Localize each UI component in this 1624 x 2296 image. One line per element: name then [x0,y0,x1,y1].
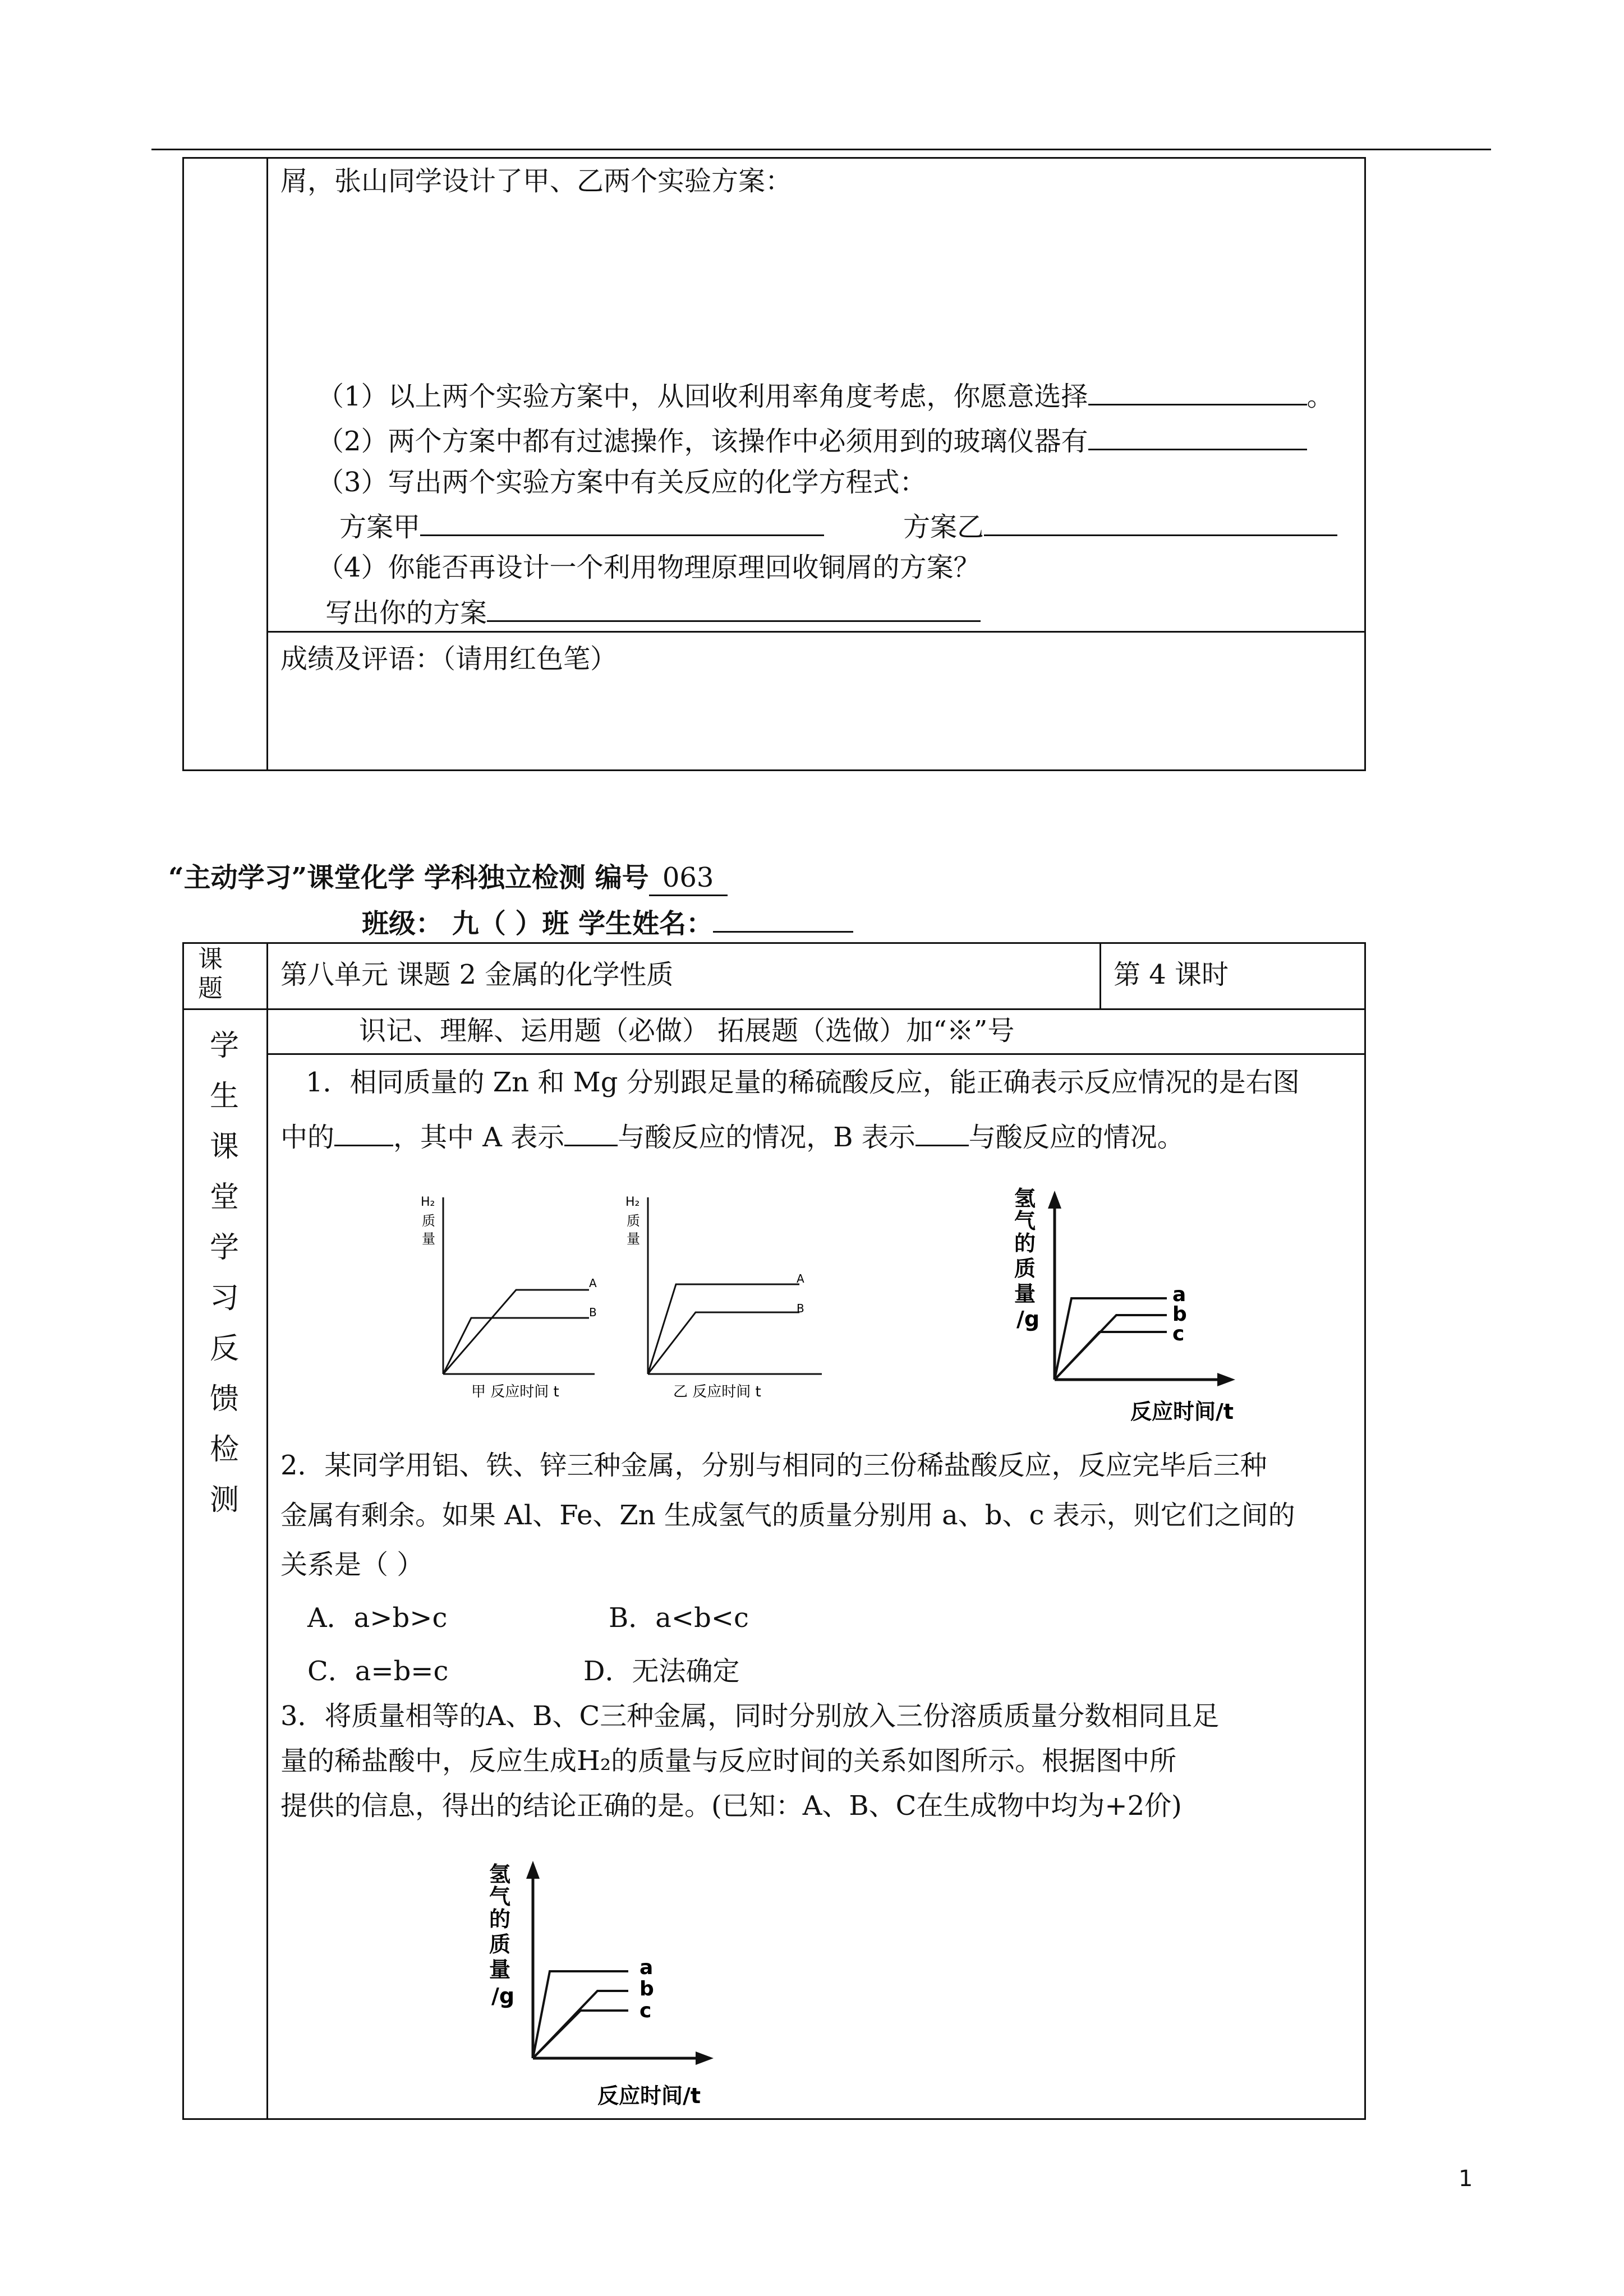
plan-b-blank[interactable] [984,508,1337,536]
graph-jia-y-label: H₂ [421,1195,435,1209]
graph-yi-y-label: 质 [627,1213,640,1229]
side-char: 习 [209,1281,239,1315]
graph-jia-line-b [443,1318,589,1374]
topic-label: 课题 [198,945,223,1003]
graph-abc-1-y-label: 量 [1014,1281,1036,1306]
side-char: 课 [209,1130,239,1164]
top-table-row-divider [266,631,1366,633]
plan-a-label: 方案甲 [339,511,421,543]
graph-abc-2-y-label: 量 [489,1957,511,1982]
top-q4: （4）你能否再设计一个利用物理原理回收铜屑的方案？ [317,552,981,583]
graph-abc-1-line-c [1055,1332,1167,1380]
top-q4-write [325,593,981,630]
top-q3: （3）写出两个实验方案中有关反应的化学方程式： [317,467,927,498]
y-arrow-icon [1048,1191,1061,1209]
plan-a-blank[interactable] [420,508,824,536]
q1-part-b: ，其中 A 表示 [393,1122,565,1153]
graph-abc-2-line-b [533,1991,628,2058]
graph-abc-2-line-c [533,2011,628,2058]
graph-jia [410,1186,606,1410]
student-name-blank[interactable] [713,904,853,933]
top-q2-text: （2）两个方案中都有过滤操作，该操作中必须用到的玻璃仪器有 [317,426,1088,457]
graph-abc-2-label-a: a [640,1956,654,1979]
q1-line2 [280,1118,1184,1154]
test-title-text: “主动学习”课堂化学 学科独立检测 编号 [168,862,649,893]
graph-abc-1-y-label: 氢 [1014,1186,1036,1211]
graph-abc-2-label-b: b [640,1977,654,2000]
graph-yi-line-b [648,1312,799,1374]
graph-abc-2-y-label: 质 [489,1932,511,1957]
main-table-row1-divider [182,1008,1366,1010]
topic-title: 第八单元 课题 2 金属的化学性质 [280,959,674,990]
graph-abc-1-y-label: 质 [1014,1256,1036,1281]
q2-option-b[interactable]: B．a<b<c [609,1602,749,1634]
q1-blank-figure[interactable] [334,1118,393,1146]
side-char: 学 [209,1029,239,1063]
x-arrow-icon [696,2051,714,2065]
graph-abc-2-label-c: c [640,1999,652,2022]
q3-line1: 3．将质量相等的A、B、C三种金属，同时分别放入三份溶质质量分数相同且足 [280,1700,1220,1732]
top-table-col-divider [266,157,268,771]
top-q1 [317,377,1334,413]
graph-abc-1-line-a [1055,1298,1167,1380]
side-char: 学 [209,1231,239,1265]
q3-line2: 量的稀盐酸中，反应生成H₂的质量与反应时间的关系如图所示。根据图中所 [280,1745,1177,1777]
graph-jia-y-label: 质 [422,1213,435,1229]
graph-abc-2-y-label: 的 [489,1907,511,1931]
graph-abc-1-y-label: 的 [1014,1231,1036,1256]
test-number: 063 [649,861,728,896]
graph-abc-2-y-label: 气 [489,1884,511,1909]
graph-abc-2 [477,1856,740,2114]
graph-yi-label-a: A [797,1272,804,1285]
graph-abc-1-line-b [1055,1315,1167,1380]
side-char: 生 [209,1080,239,1113]
graph-abc-2-x-label: 反应时间/t [597,2083,701,2108]
q1-part-a: 中的 [280,1122,335,1153]
q2-option-d[interactable]: D．无法确定 [583,1656,740,1687]
q2-option-c[interactable]: C．a=b=c [307,1656,449,1687]
graph-yi-label-b: B [797,1302,804,1315]
graph-abc-1-y-label: /g [1016,1307,1040,1331]
top-q1-text: （1）以上两个实验方案中，从回收利用率角度考虑，你愿意选择 [317,381,1088,412]
x-arrow-icon [1217,1373,1235,1386]
q1-part-c: 与酸反应的情况，B 表示 [618,1122,915,1153]
top-q2-blank[interactable] [1088,422,1307,450]
graph-abc-2-y-label: 氢 [489,1862,511,1887]
graph-abc-1-y-label: 气 [1014,1209,1036,1233]
side-char: 检 [209,1433,239,1467]
top-plan-b [903,508,1337,544]
graph-abc-1-label-a: a [1172,1283,1186,1306]
top-q1-end: 。 [1306,381,1334,412]
side-char: 馈 [209,1382,239,1416]
class-label: 班级： 九（ ）班 学生姓名： [362,908,714,939]
plan-b-label: 方案乙 [903,511,984,543]
grade-label: 成绩及评语：（请用红色笔） [280,643,618,675]
period-col-divider [1099,942,1101,1009]
q1-line1: 1．相同质量的 Zn 和 Mg 分别跟足量的稀硫酸反应，能正确表示反应情况的是右图 [306,1067,1300,1098]
graph-yi-x-label: 乙 反应时间 t [673,1384,761,1400]
q2-line1: 2．某同学用铝、铁、锌三种金属，分别与相同的三份稀盐酸反应，反应完毕后三种 [280,1450,1267,1481]
top-table [182,157,1366,771]
q2-line2: 金属有剩余。如果 Al、Fe、Zn 生成氢气的质量分别用 a、b、c 表示，则它们之间的 [280,1500,1295,1531]
page-top-rule [151,149,1491,150]
side-char: 反 [209,1332,239,1366]
side-char: 堂 [209,1181,239,1214]
q4-write-label: 写出你的方案 [325,597,487,629]
graph-jia-label-b: B [589,1306,597,1319]
graph-yi-axes [648,1197,822,1374]
q3-line3: 提供的信息，得出的结论正确的是。(已知：A、B、C在生成物中均为+2价) [280,1790,1182,1822]
main-table-col-divider [266,942,268,2120]
graph-jia-label-a: A [589,1276,597,1290]
page-number: 1 [1459,2166,1473,2192]
q2-option-a[interactable]: A．a>b>c [307,1602,448,1634]
graph-yi [606,1186,830,1410]
graph-abc-1-x-label: 反应时间/t [1130,1399,1234,1424]
graph-abc-1 [1004,1186,1262,1427]
test-title [168,861,728,896]
graph-abc-1-label-b: b [1172,1303,1187,1326]
top-intro: 屑，张山同学设计了甲、乙两个实验方案： [280,165,793,197]
q2-line3: 关系是（ ） [280,1549,424,1580]
graph-yi-y-label: 量 [627,1231,640,1247]
q4-write-blank[interactable] [487,593,981,622]
top-q2 [317,422,1307,458]
graph-jia-y-label: 量 [422,1231,435,1247]
graph-yi-y-label: H₂ [625,1195,640,1209]
side-char: 测 [209,1483,239,1517]
main-table-row2-divider [266,1053,1366,1055]
graph-yi-line-a [648,1284,799,1374]
q1-blank-a[interactable] [564,1118,618,1146]
graph-jia-x-label: 甲 反应时间 t [471,1384,559,1400]
top-plan-a [339,508,824,544]
period-label: 第 4 课时 [1114,959,1229,990]
graph-abc-1-label-c: c [1172,1322,1185,1345]
graph-abc-2-y-label: /g [491,1984,515,2008]
q1-part-d: 与酸反应的情况。 [968,1122,1184,1153]
y-arrow-icon [526,1861,540,1879]
top-q1-blank[interactable] [1088,377,1307,405]
class-line [362,904,853,940]
q1-blank-b[interactable] [915,1118,969,1146]
categories-line: 识记、理解、运用题（必做） 拓展题（选做）加“※”号 [359,1015,1015,1046]
